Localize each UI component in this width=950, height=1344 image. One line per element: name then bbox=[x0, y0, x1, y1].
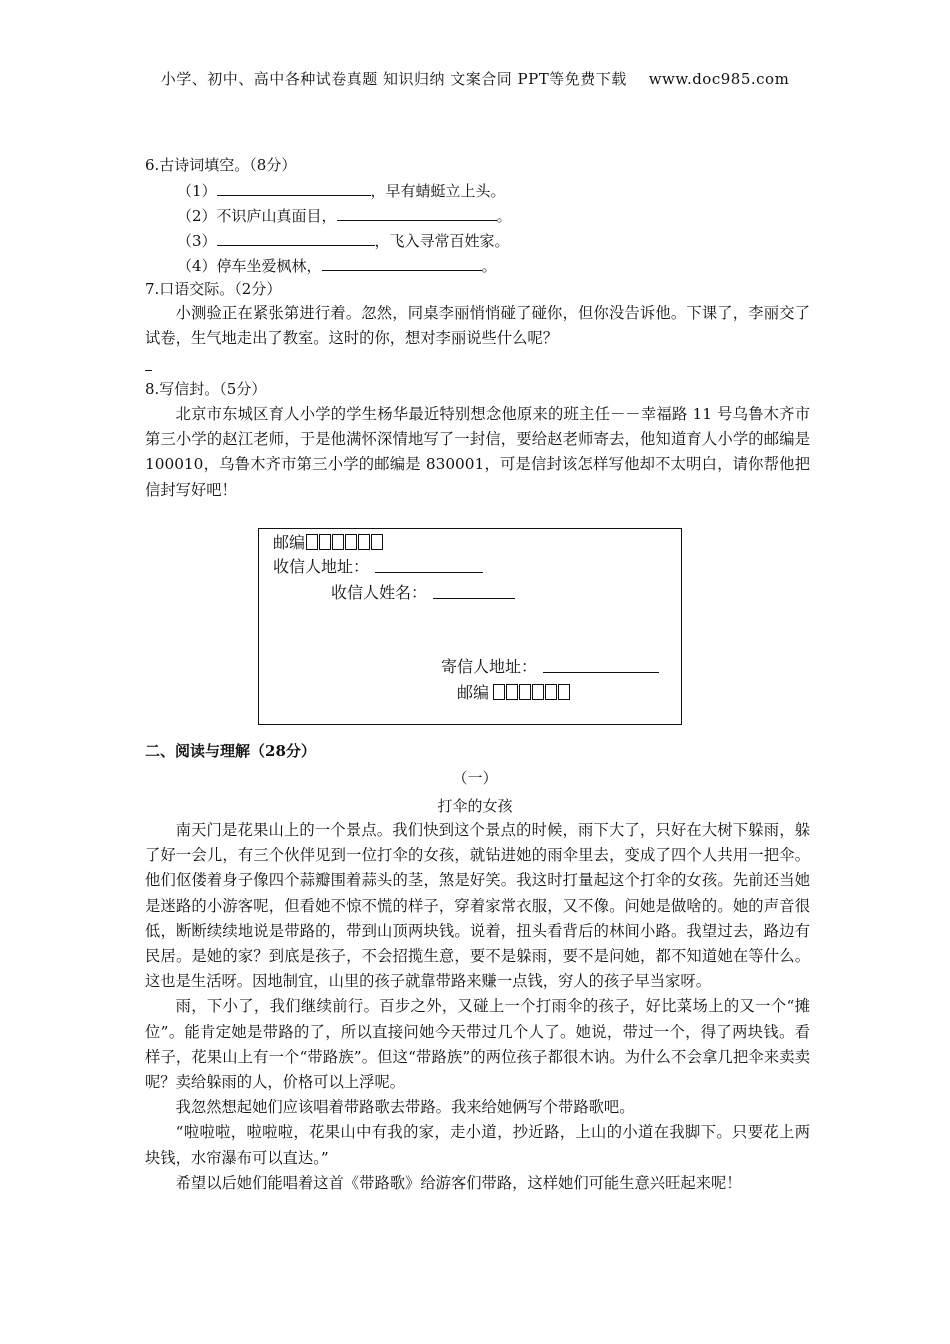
answer-blank[interactable] bbox=[322, 255, 482, 271]
paragraph: 南天门是花果山上的一个景点。我们快到这个景点的时候，雨下大了，只好在大树下躲雨，躲了好一会儿，有三个伙伴见到一位打伞的女孩，就钻进她的雨伞里去，变成了四个人共用一把伞。他们伛偻着身子像四个蒜瓣围着蒜头的茎，煞是好笑。我这时打量起这个打伞的女孩。先前还当她是迷路的小游客呢，但看她不惊不慌的样子，穿着家常衣服，又不像。问她是做啥的。她的声音很低，断断续续地说是带路的，带到山顶两块钱。说着，扭头看背后的林间小路。我望过去，路边有民居。是她的家？到底是孩子，不会招揽生意，要不是躲雨，要不是问她，都不知道她在等什么。这也是生活呀。因地制宜，山里的孩子就靠带路来赚一点钱，穷人的孩子早当家呀。 bbox=[145, 821, 810, 991]
paragraph: “啦啦啦，啦啦啦，花果山中有我的家，走小道，抄近路，上山的小道在我脚下。只要花上两块钱，水帘瀑布可以直达。” bbox=[145, 1123, 810, 1167]
sender-postcode: 邮编 bbox=[457, 680, 571, 703]
q6-item-3: （3） ，飞入寻常百姓家。 bbox=[177, 232, 510, 250]
article-title: 打伞的女孩 bbox=[437, 797, 513, 815]
header-url[interactable]: www.doc985.com bbox=[648, 70, 790, 88]
q7-body: 小测验正在紧张第进行着。忽然，同桌李丽悄悄碰了碰你，但你没告诉他。下课了，李丽交了试卷，生气地走出了教室。这时的你，想对李丽说些什么呢？ bbox=[145, 304, 810, 348]
q6-item-4: （4）停车坐爱枫林， 。 bbox=[177, 257, 497, 275]
postcode-boxes[interactable] bbox=[493, 684, 571, 700]
paragraph: 希望以后她们能唱着这首《带路歌》给游客们带路，这样她们可能生意兴旺起来呢！ bbox=[175, 1173, 742, 1192]
sender-address-input[interactable] bbox=[543, 658, 659, 673]
article-body bbox=[145, 818, 810, 1196]
envelope-form bbox=[258, 528, 682, 725]
postcode-boxes[interactable] bbox=[306, 534, 384, 550]
paragraph: 我忽然想起她们应该唱着带路歌去带路。我来给她俩写个带路歌吧。 bbox=[175, 1098, 635, 1117]
recipient-postcode: 邮编 bbox=[273, 530, 384, 553]
q6-item-2: （2）不识庐山真面目， 。 bbox=[177, 207, 512, 225]
page-header bbox=[0, 68, 950, 89]
paragraph: 雨，下小了，我们继续前行。百步之外，又碰上一个打雨伞的孩子，好比菜场上的又一个“摊位”。能肯定她是带路的了，所以直接问她今天带过几个人了。她说，带过一个，得了两块钱。看样子，花果山上有一个“带路族”。但这“带路族”的两位孩子都很木讷。为什么不会拿几把伞来卖卖呢？卖给躲雨的人，价格可以上浮呢。 bbox=[145, 997, 810, 1092]
recipient-address: 收信人地址： bbox=[273, 554, 483, 577]
sender-address: 寄信人地址： bbox=[441, 654, 659, 677]
recipient-address-input[interactable] bbox=[375, 558, 483, 573]
answer-blank[interactable] bbox=[217, 180, 371, 196]
section-title: 二、阅读与理解（28分） bbox=[145, 742, 316, 760]
q6-item-1: （1） ，早有蜻蜓立上头。 bbox=[177, 182, 506, 200]
q8-body: 北京市东城区育人小学的学生杨华最近特别想念他原来的班主任－－幸福路 11 号乌鲁木齐市第三小学的赵江老师，于是他满怀深情地写了一封信，要给赵老师寄去，他知道育人小学的邮编是 100010，乌鲁木齐市第三小学的邮编是 830001，可是信封该怎样写他却不太明白，请你帮他把信封写好吧！ bbox=[145, 405, 810, 499]
recipient-name: 收信人姓名： bbox=[331, 580, 515, 603]
answer-blank[interactable] bbox=[337, 205, 497, 221]
q6-title: 6.古诗词填空。（8分） bbox=[145, 156, 297, 174]
recipient-name-input[interactable] bbox=[433, 584, 515, 599]
q7-title: 7.口语交际。（2分） bbox=[145, 280, 282, 298]
header-text: 小学、初中、高中各种试卷真题 知识归纳 文案合同 PPT等免费下载 bbox=[160, 70, 627, 88]
part-label: （一） bbox=[452, 769, 498, 787]
q8-title: 8.写信封。（5分） bbox=[145, 380, 267, 398]
answer-line[interactable] bbox=[145, 370, 152, 371]
answer-blank[interactable] bbox=[217, 230, 375, 246]
